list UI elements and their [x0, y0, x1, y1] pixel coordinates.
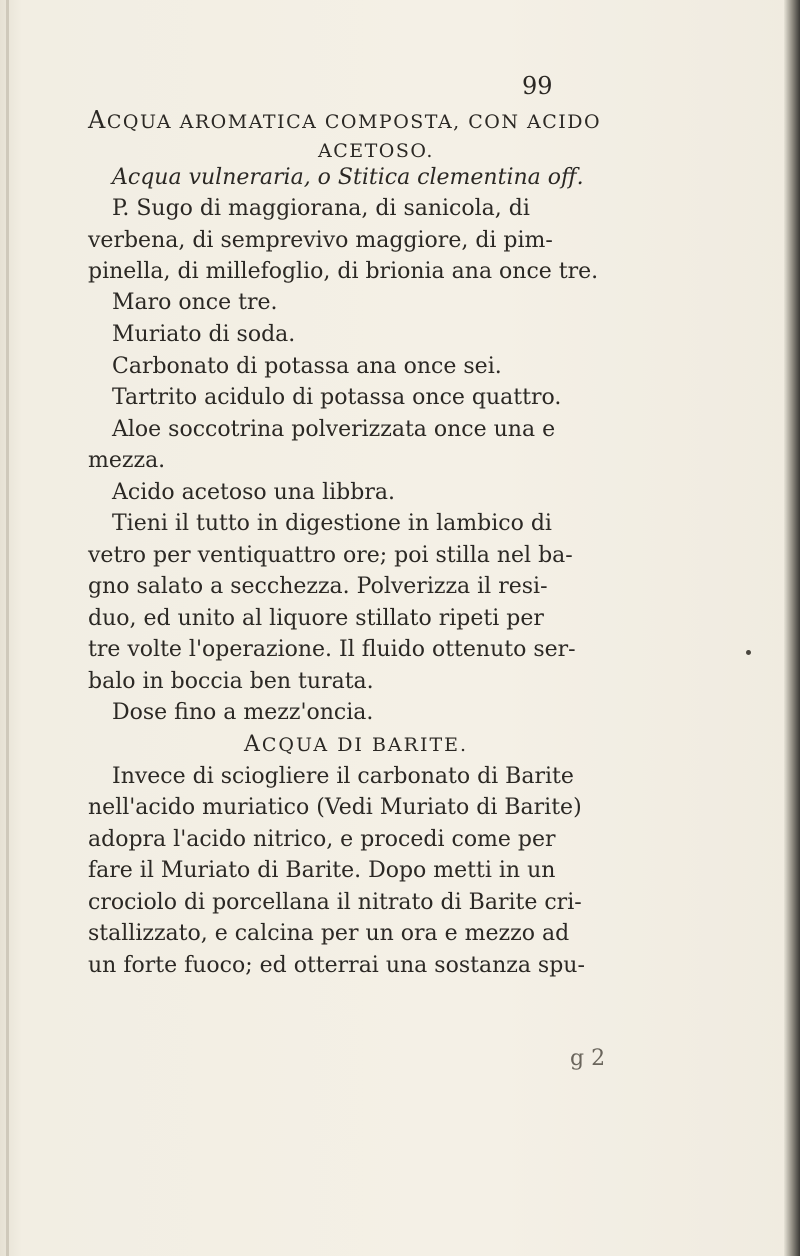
body-line: stallizzato, e calcina per un ora e mezzo ad — [88, 921, 570, 946]
body-line: Acido acetoso una libbra. — [112, 480, 395, 505]
body-line: gno salato a secchezza. Polverizza il resi- — [88, 574, 548, 599]
body-line: Dose fino a mezz'oncia. — [112, 700, 374, 725]
body-line: Aloe soccotrina polverizzata once una e — [112, 417, 556, 442]
section-heading-line-2: ACETOSO. — [318, 140, 434, 162]
section-2-first-letter: A — [244, 732, 262, 757]
body-line: tre volte l'operazione. Il fluido ottenuto ser- — [88, 637, 576, 662]
signature-mark: g 2 — [570, 1046, 606, 1071]
body-line: verbena, di semprevivo maggiore, di pim- — [88, 228, 553, 253]
subtitle: Acqua vulneraria, o Stitica clementina off. — [112, 165, 584, 190]
body-line: Invece di sciogliere il carbonato di Barite — [112, 764, 574, 789]
heading-line-1-text: CQUA AROMATICA COMPOSTA, CON ACIDO — [106, 111, 602, 133]
section-heading-line-1 — [88, 105, 601, 137]
body-line: nell'acido muriatico (Vedi Muriato di Barite) — [88, 795, 582, 820]
ink-speck — [746, 650, 751, 655]
body-line: balo in boccia ben turata. — [88, 669, 374, 694]
body-line: un forte fuoco; ed otterrai una sostanza spu- — [88, 953, 585, 978]
body-line: fare il Muriato di Barite. Dopo metti in un — [88, 858, 556, 883]
page-number: 99 — [522, 72, 553, 100]
body-line: Carbonato di potassa ana once sei. — [112, 354, 502, 379]
page-left-edge — [6, 0, 9, 1256]
body-line: adopra l'acido nitrico, e procedi come per — [88, 827, 556, 852]
body-line: crociolo di porcellana il nitrato di Barite cri- — [88, 890, 582, 915]
body-line: vetro per ventiquattro ore; poi stilla nel ba- — [88, 543, 573, 568]
body-line: mezza. — [88, 448, 166, 473]
section-2-title-text: CQUA DI BARITE. — [261, 734, 469, 756]
body-line: pinella, di millefoglio, di brionia ana once tre. — [88, 259, 599, 284]
body-line: P. Sugo di maggiorana, di sanicola, di — [112, 196, 530, 221]
body-line: Tartrito acidulo di potassa once quattro. — [112, 385, 562, 410]
body-line: Muriato di soda. — [112, 322, 296, 347]
body-line: Tieni il tutto in digestione in lambico di — [112, 511, 552, 536]
page-right-edge — [784, 0, 800, 1256]
section-2-heading — [244, 730, 468, 760]
heading-first-letter: A — [88, 106, 107, 134]
body-line: Maro once tre. — [112, 290, 278, 315]
body-line: duo, ed unito al liquore stillato ripeti per — [88, 606, 544, 631]
